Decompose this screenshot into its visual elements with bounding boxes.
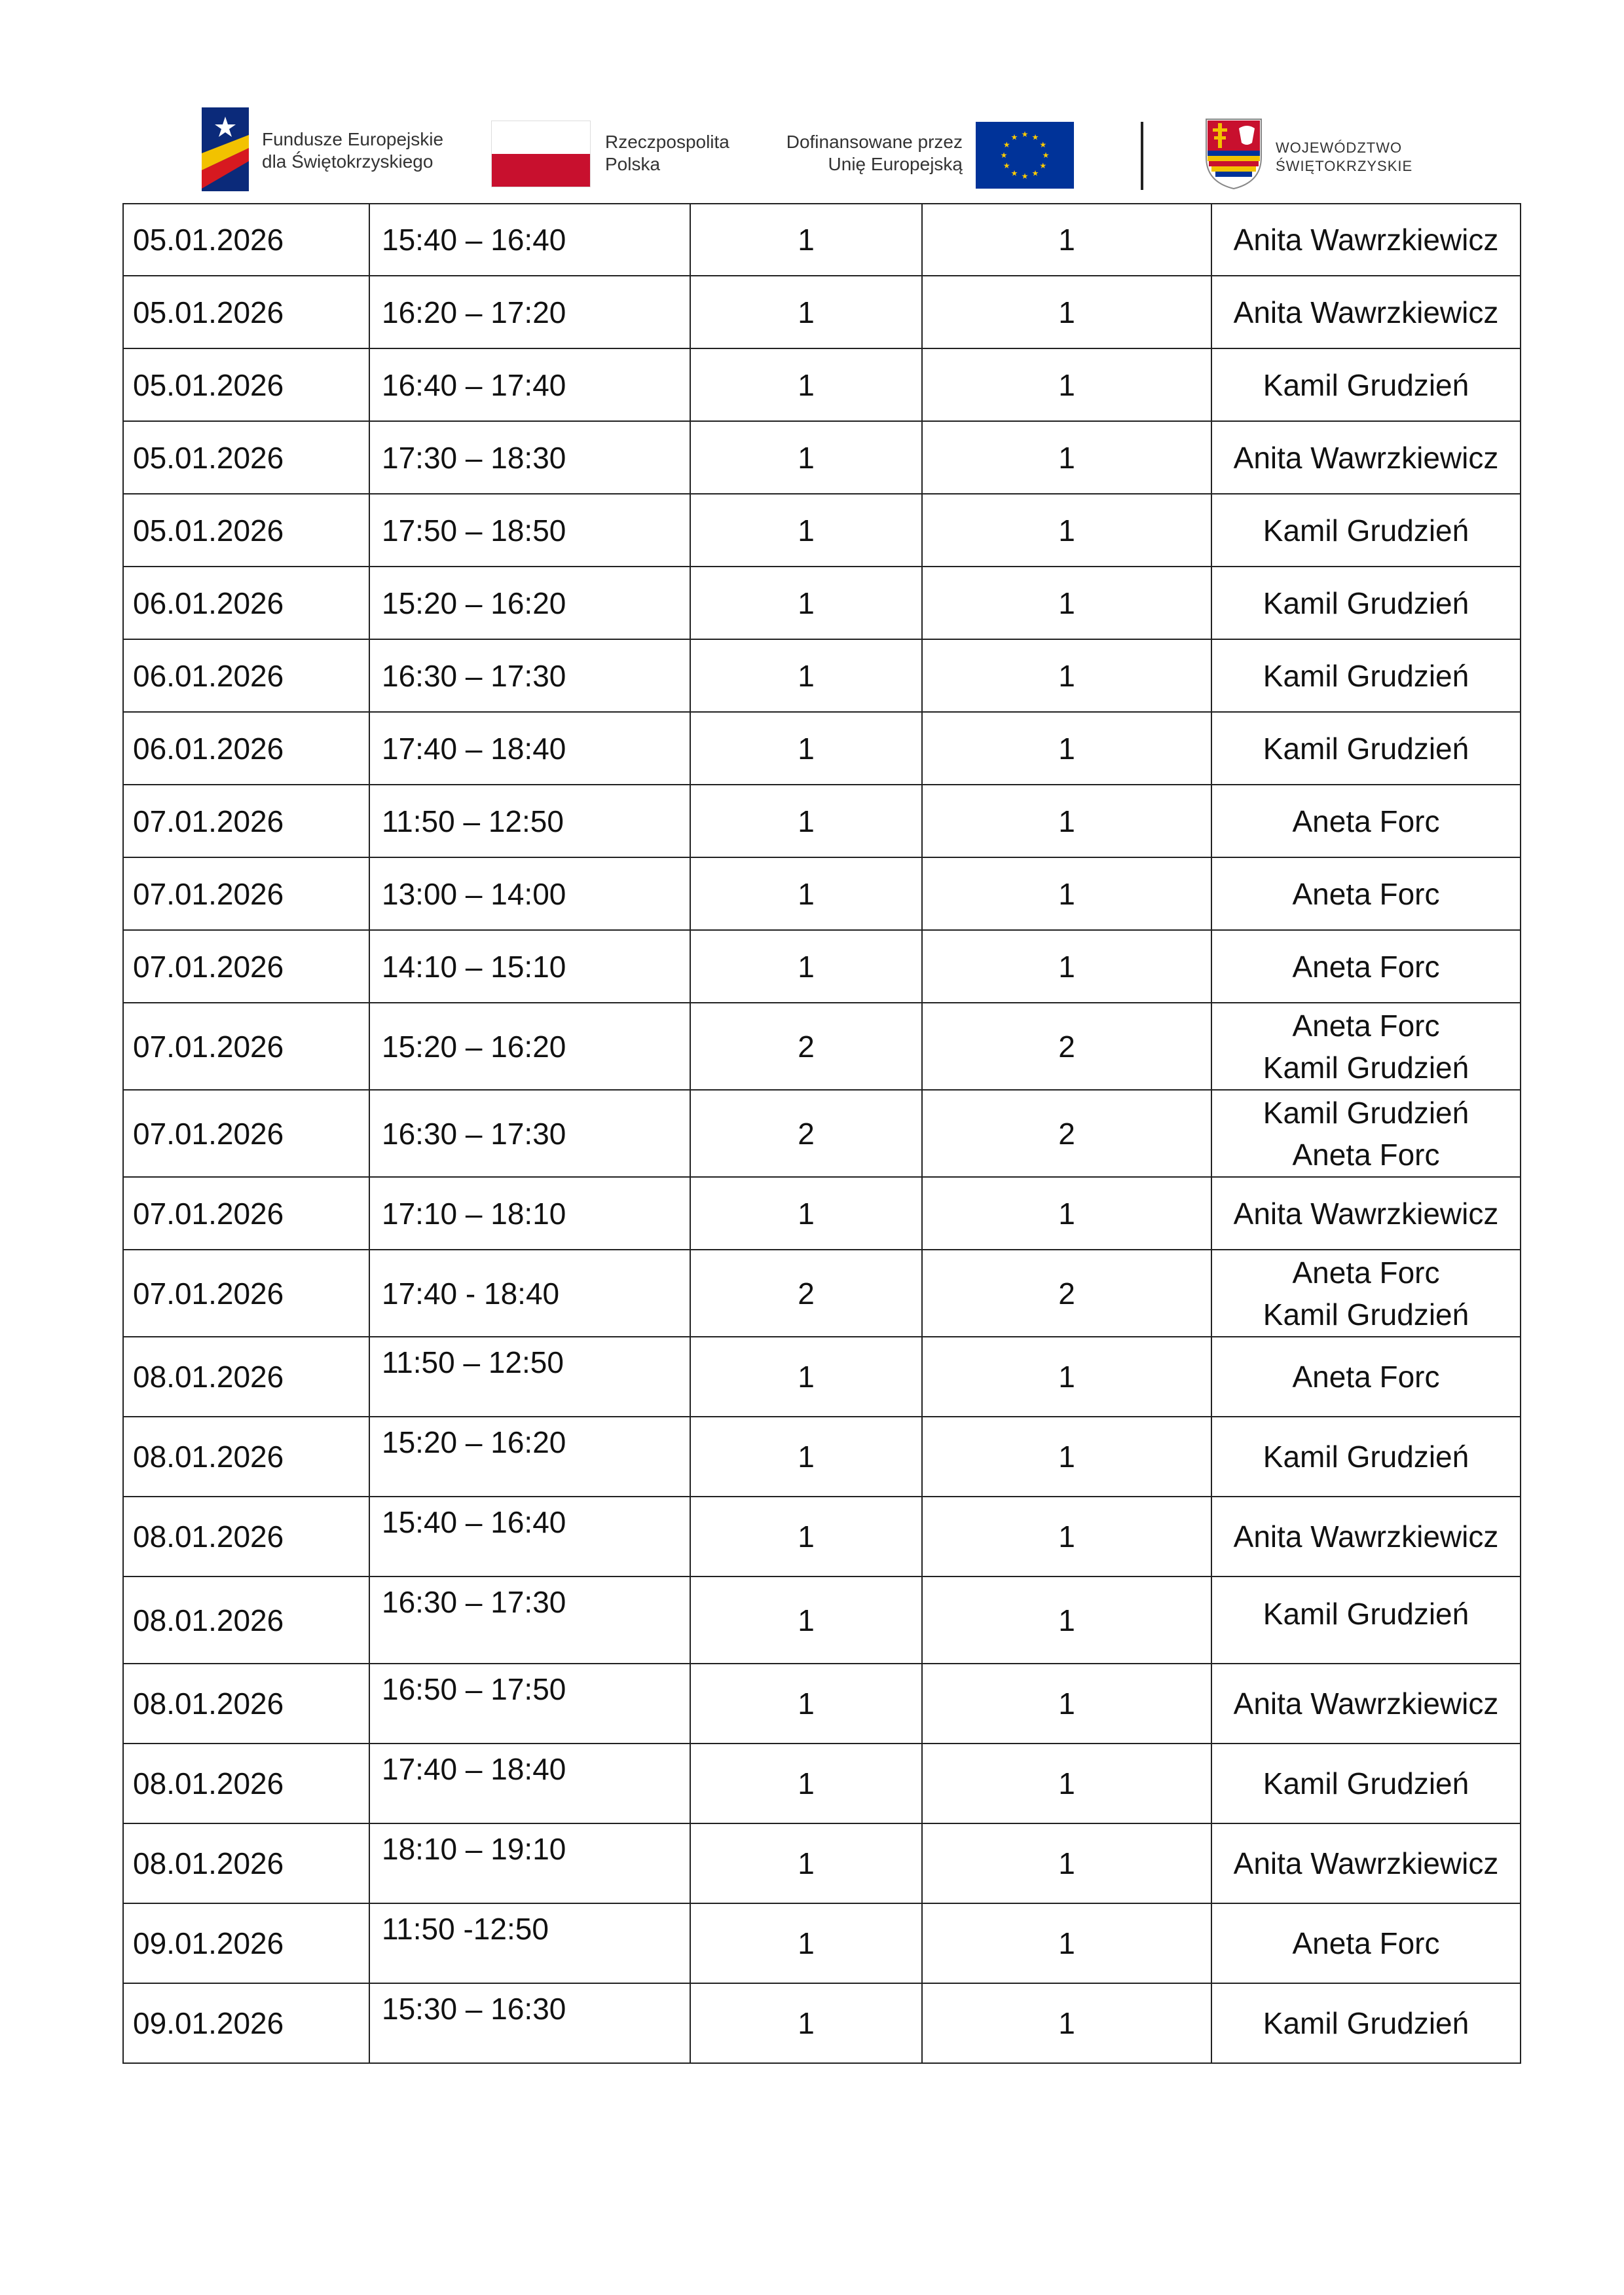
count-cell-2: 1 bbox=[922, 1983, 1211, 2063]
time-cell: 17:40 - 18:40 bbox=[369, 1250, 690, 1337]
table-row bbox=[123, 1003, 1521, 1090]
eu-star-icon: ★ bbox=[1042, 151, 1050, 160]
date-cell: 08.01.2026 bbox=[123, 1744, 369, 1823]
person-name: Anita Wawrzkiewicz bbox=[1233, 1520, 1499, 1554]
person-name: Kamil Grudzień bbox=[1263, 586, 1469, 620]
name-cell bbox=[1211, 712, 1521, 785]
table-row bbox=[123, 1664, 1521, 1744]
logo-separator bbox=[1141, 122, 1143, 190]
name-cell bbox=[1211, 204, 1521, 276]
person-name: Aneta Forc bbox=[1292, 1360, 1440, 1394]
name-cell bbox=[1211, 1983, 1521, 2063]
person-name: Kamil Grudzień bbox=[1263, 658, 1469, 693]
count-cell: 1 bbox=[690, 1664, 922, 1744]
count-cell-2: 2 bbox=[922, 1003, 1211, 1090]
count-cell: 1 bbox=[690, 348, 922, 421]
table-row bbox=[123, 639, 1521, 712]
eu-flag-icon bbox=[976, 122, 1074, 189]
count-cell: 1 bbox=[690, 639, 922, 712]
date-cell: 06.01.2026 bbox=[123, 567, 369, 639]
table-row bbox=[123, 1577, 1521, 1664]
table-row bbox=[123, 785, 1521, 857]
date-cell: 08.01.2026 bbox=[123, 1823, 369, 1903]
table-row bbox=[123, 276, 1521, 348]
name-cell bbox=[1211, 421, 1521, 494]
eu-logo-text bbox=[760, 131, 963, 176]
count-cell: 1 bbox=[690, 712, 922, 785]
poland-logo-text bbox=[605, 131, 729, 176]
date-cell: 07.01.2026 bbox=[123, 1090, 369, 1177]
time-cell: 17:40 – 18:40 bbox=[369, 712, 690, 785]
count-cell: 1 bbox=[690, 1903, 922, 1983]
count-cell-2: 1 bbox=[922, 1664, 1211, 1744]
name-cell bbox=[1211, 639, 1521, 712]
pl-logo-line1: Rzeczpospolita bbox=[605, 132, 729, 152]
count-cell: 1 bbox=[690, 567, 922, 639]
person-name: Aneta Forc bbox=[1292, 1255, 1440, 1290]
table-row bbox=[123, 1417, 1521, 1497]
swietokrzyskie-crest-icon bbox=[1204, 117, 1264, 191]
table-row bbox=[123, 494, 1521, 567]
count-cell-2: 1 bbox=[922, 567, 1211, 639]
count-cell: 2 bbox=[690, 1090, 922, 1177]
count-cell-2: 1 bbox=[922, 421, 1211, 494]
person-name: Aneta Forc bbox=[1292, 876, 1440, 911]
schedule-table-body bbox=[123, 204, 1521, 2063]
count-cell-2: 2 bbox=[922, 1250, 1211, 1337]
time-cell: 16:30 – 17:30 bbox=[369, 1577, 690, 1664]
count-cell-2: 2 bbox=[922, 1090, 1211, 1177]
eu-logo-line1: Dofinansowane przez bbox=[786, 132, 963, 152]
table-row bbox=[123, 1744, 1521, 1823]
name-cell bbox=[1211, 1003, 1521, 1090]
name-cell bbox=[1211, 1664, 1521, 1744]
eu-star-icon: ★ bbox=[1031, 132, 1039, 142]
person-name: Kamil Grudzień bbox=[1263, 1597, 1469, 1631]
count-cell: 1 bbox=[690, 204, 922, 276]
person-name: Anita Wawrzkiewicz bbox=[1233, 1196, 1499, 1231]
time-cell: 15:40 – 16:40 bbox=[369, 1497, 690, 1577]
date-cell: 07.01.2026 bbox=[123, 1177, 369, 1250]
eu-star-icon: ★ bbox=[1039, 140, 1047, 149]
table-row bbox=[123, 1983, 1521, 2063]
date-cell: 09.01.2026 bbox=[123, 1903, 369, 1983]
date-cell: 06.01.2026 bbox=[123, 639, 369, 712]
fe-logo-text bbox=[262, 128, 443, 173]
count-cell: 1 bbox=[690, 1577, 922, 1664]
time-cell: 17:10 – 18:10 bbox=[369, 1177, 690, 1250]
pl-logo-line2: Polska bbox=[605, 154, 661, 174]
count-cell-2: 1 bbox=[922, 1177, 1211, 1250]
time-cell: 16:20 – 17:20 bbox=[369, 276, 690, 348]
count-cell: 1 bbox=[690, 494, 922, 567]
name-cell bbox=[1211, 785, 1521, 857]
time-cell: 16:40 – 17:40 bbox=[369, 348, 690, 421]
person-name: Aneta Forc bbox=[1292, 1008, 1440, 1043]
fe-logo-line2: dla Świętokrzyskiego bbox=[262, 151, 434, 172]
time-cell: 17:40 – 18:40 bbox=[369, 1744, 690, 1823]
table-row bbox=[123, 712, 1521, 785]
date-cell: 05.01.2026 bbox=[123, 348, 369, 421]
name-cell bbox=[1211, 930, 1521, 1003]
count-cell-2: 1 bbox=[922, 785, 1211, 857]
count-cell-2: 1 bbox=[922, 930, 1211, 1003]
person-name: Kamil Grudzień bbox=[1263, 731, 1469, 766]
time-cell: 18:10 – 19:10 bbox=[369, 1823, 690, 1903]
time-cell: 15:20 – 16:20 bbox=[369, 1417, 690, 1497]
person-name: Kamil Grudzień bbox=[1263, 1766, 1469, 1801]
table-row bbox=[123, 1177, 1521, 1250]
name-cell bbox=[1211, 1250, 1521, 1337]
date-cell: 07.01.2026 bbox=[123, 857, 369, 930]
time-cell: 15:20 – 16:20 bbox=[369, 567, 690, 639]
count-cell-2: 1 bbox=[922, 494, 1211, 567]
table-row bbox=[123, 348, 1521, 421]
schedule-table bbox=[122, 203, 1521, 2064]
person-name: Aneta Forc bbox=[1292, 1137, 1440, 1172]
table-row bbox=[123, 1497, 1521, 1577]
table-row bbox=[123, 930, 1521, 1003]
count-cell-2: 1 bbox=[922, 712, 1211, 785]
eu-star-icon: ★ bbox=[1003, 161, 1010, 170]
name-cell bbox=[1211, 1577, 1521, 1664]
date-cell: 08.01.2026 bbox=[123, 1417, 369, 1497]
person-name: Anita Wawrzkiewicz bbox=[1233, 440, 1499, 475]
date-cell: 08.01.2026 bbox=[123, 1664, 369, 1744]
name-cell bbox=[1211, 1903, 1521, 1983]
time-cell: 16:30 – 17:30 bbox=[369, 1090, 690, 1177]
count-cell-2: 1 bbox=[922, 348, 1211, 421]
eu-logo-line2: Unię Europejską bbox=[828, 154, 963, 174]
table-row bbox=[123, 567, 1521, 639]
person-name: Anita Wawrzkiewicz bbox=[1233, 1846, 1499, 1880]
date-cell: 08.01.2026 bbox=[123, 1497, 369, 1577]
person-name: Anita Wawrzkiewicz bbox=[1233, 223, 1499, 257]
count-cell: 1 bbox=[690, 421, 922, 494]
table-row bbox=[123, 421, 1521, 494]
count-cell: 1 bbox=[690, 1417, 922, 1497]
count-cell-2: 1 bbox=[922, 1417, 1211, 1497]
name-cell bbox=[1211, 1823, 1521, 1903]
eu-star-icon: ★ bbox=[1003, 140, 1010, 149]
name-cell bbox=[1211, 857, 1521, 930]
person-name: Anita Wawrzkiewicz bbox=[1233, 1687, 1499, 1721]
person-name: Kamil Grudzień bbox=[1263, 1440, 1469, 1474]
time-cell: 11:50 -12:50 bbox=[369, 1903, 690, 1983]
time-cell: 11:50 – 12:50 bbox=[369, 785, 690, 857]
time-cell: 15:40 – 16:40 bbox=[369, 204, 690, 276]
count-cell-2: 1 bbox=[922, 639, 1211, 712]
count-cell-2: 1 bbox=[922, 857, 1211, 930]
date-cell: 05.01.2026 bbox=[123, 494, 369, 567]
count-cell: 1 bbox=[690, 1744, 922, 1823]
count-cell: 1 bbox=[690, 1497, 922, 1577]
region-logo-line1: WOJEWÓDZTWO bbox=[1276, 140, 1403, 156]
date-cell: 08.01.2026 bbox=[123, 1577, 369, 1664]
count-cell: 1 bbox=[690, 930, 922, 1003]
logo-bar bbox=[0, 0, 1624, 196]
time-cell: 15:30 – 16:30 bbox=[369, 1983, 690, 2063]
count-cell-2: 1 bbox=[922, 1903, 1211, 1983]
time-cell: 14:10 – 15:10 bbox=[369, 930, 690, 1003]
person-name: Anita Wawrzkiewicz bbox=[1233, 295, 1499, 329]
count-cell: 1 bbox=[690, 857, 922, 930]
count-cell-2: 1 bbox=[922, 1823, 1211, 1903]
count-cell: 2 bbox=[690, 1250, 922, 1337]
time-cell: 13:00 – 14:00 bbox=[369, 857, 690, 930]
name-cell bbox=[1211, 276, 1521, 348]
date-cell: 05.01.2026 bbox=[123, 204, 369, 276]
count-cell-2: 1 bbox=[922, 1744, 1211, 1823]
person-name: Kamil Grudzień bbox=[1263, 367, 1469, 402]
count-cell: 1 bbox=[690, 1337, 922, 1417]
eu-star-icon: ★ bbox=[1021, 130, 1029, 139]
name-cell bbox=[1211, 1417, 1521, 1497]
table-row bbox=[123, 1903, 1521, 1983]
date-cell: 08.01.2026 bbox=[123, 1337, 369, 1417]
poland-flag-icon bbox=[491, 121, 591, 187]
fe-logo-line1: Fundusze Europejskie bbox=[262, 129, 444, 149]
region-logo-line2: ŚWIĘTOKRZYSKIE bbox=[1276, 158, 1413, 174]
time-cell: 17:30 – 18:30 bbox=[369, 421, 690, 494]
person-name: Aneta Forc bbox=[1292, 804, 1440, 838]
count-cell: 2 bbox=[690, 1003, 922, 1090]
date-cell: 09.01.2026 bbox=[123, 1983, 369, 2063]
date-cell: 07.01.2026 bbox=[123, 1250, 369, 1337]
count-cell: 1 bbox=[690, 276, 922, 348]
person-name: Kamil Grudzień bbox=[1263, 1095, 1469, 1130]
time-cell: 17:50 – 18:50 bbox=[369, 494, 690, 567]
person-name: Kamil Grudzień bbox=[1263, 2006, 1469, 2040]
time-cell: 16:50 – 17:50 bbox=[369, 1664, 690, 1744]
count-cell-2: 1 bbox=[922, 1577, 1211, 1664]
eu-star-icon: ★ bbox=[1031, 168, 1039, 178]
date-cell: 05.01.2026 bbox=[123, 421, 369, 494]
eu-star-icon: ★ bbox=[1010, 132, 1018, 142]
person-name: Kamil Grudzień bbox=[1263, 513, 1469, 548]
name-cell bbox=[1211, 1744, 1521, 1823]
count-cell-2: 1 bbox=[922, 1497, 1211, 1577]
name-cell bbox=[1211, 494, 1521, 567]
table-row bbox=[123, 204, 1521, 276]
eu-star-icon: ★ bbox=[1000, 151, 1008, 160]
date-cell: 07.01.2026 bbox=[123, 930, 369, 1003]
eu-star-icon: ★ bbox=[1010, 168, 1018, 178]
count-cell: 1 bbox=[690, 1983, 922, 2063]
name-cell bbox=[1211, 1177, 1521, 1250]
count-cell: 1 bbox=[690, 1177, 922, 1250]
person-name: Aneta Forc bbox=[1292, 1926, 1440, 1960]
table-row bbox=[123, 1090, 1521, 1177]
count-cell-2: 1 bbox=[922, 204, 1211, 276]
table-row bbox=[123, 1823, 1521, 1903]
region-logo-text bbox=[1276, 139, 1412, 176]
time-cell: 16:30 – 17:30 bbox=[369, 639, 690, 712]
time-cell: 11:50 – 12:50 bbox=[369, 1337, 690, 1417]
eu-star-icon: ★ bbox=[1021, 172, 1029, 181]
table-row bbox=[123, 1250, 1521, 1337]
count-cell: 1 bbox=[690, 1823, 922, 1903]
name-cell bbox=[1211, 1337, 1521, 1417]
eu-star-icon: ★ bbox=[1039, 161, 1047, 170]
count-cell-2: 1 bbox=[922, 1337, 1211, 1417]
fundusze-europejskie-logo-icon bbox=[202, 107, 249, 191]
date-cell: 05.01.2026 bbox=[123, 276, 369, 348]
person-name: Aneta Forc bbox=[1292, 949, 1440, 984]
person-name: Kamil Grudzień bbox=[1263, 1050, 1469, 1085]
person-name: Kamil Grudzień bbox=[1263, 1297, 1469, 1332]
name-cell bbox=[1211, 567, 1521, 639]
time-cell: 15:20 – 16:20 bbox=[369, 1003, 690, 1090]
name-cell bbox=[1211, 1090, 1521, 1177]
date-cell: 06.01.2026 bbox=[123, 712, 369, 785]
count-cell: 1 bbox=[690, 785, 922, 857]
name-cell bbox=[1211, 1497, 1521, 1577]
table-row bbox=[123, 857, 1521, 930]
date-cell: 07.01.2026 bbox=[123, 785, 369, 857]
name-cell bbox=[1211, 348, 1521, 421]
count-cell-2: 1 bbox=[922, 276, 1211, 348]
date-cell: 07.01.2026 bbox=[123, 1003, 369, 1090]
table-row bbox=[123, 1337, 1521, 1417]
